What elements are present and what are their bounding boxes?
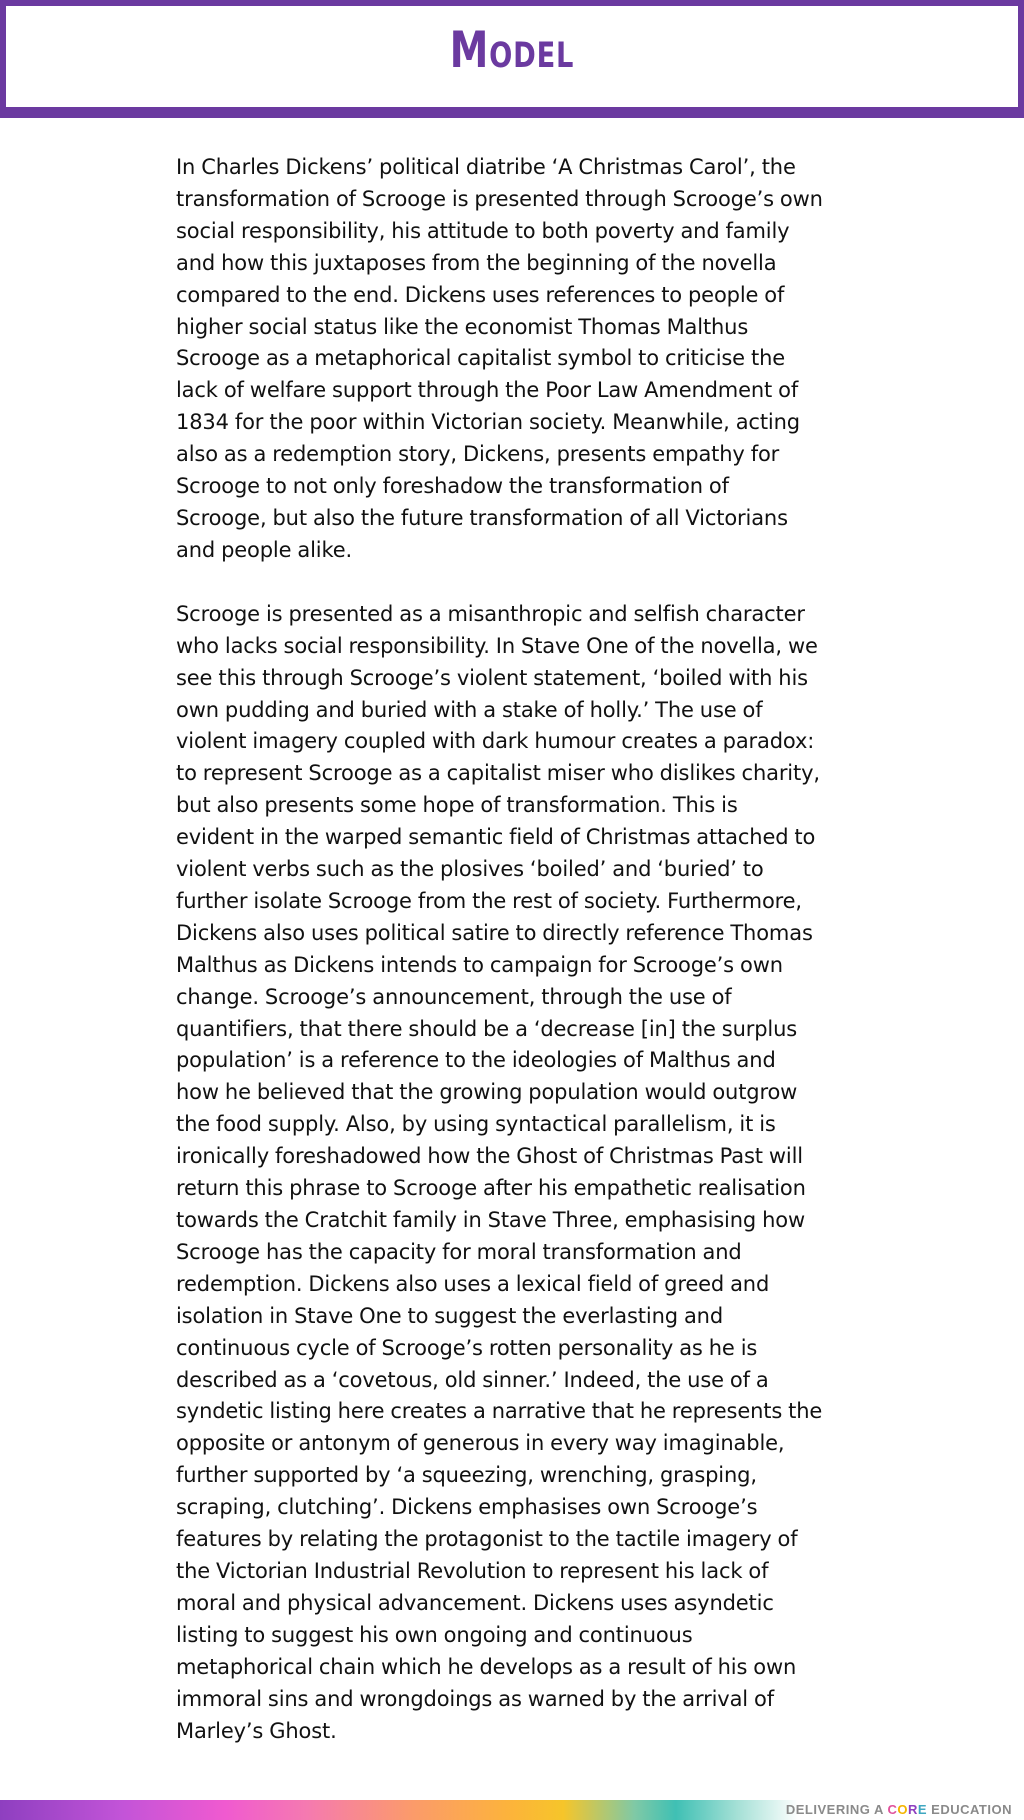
- essay-body: [176, 152, 856, 1779]
- brand-letter-o: O: [897, 1802, 908, 1817]
- brand-prefix: DELIVERING A: [785, 1802, 888, 1817]
- essay-paragraph-analysis: Scrooge is presented as a misanthropic and selfish character who lacks social responsibility. In Stave One of the novella, we see this through Scrooge’s violent statement, ‘boiled with his own pudding and buried with a stake of holly.’ The use of violent imagery coupled with dark humour creates a paradox: to represent Scrooge as a capitalist miser who dislikes charity, but also presents some hope of transformation. This is evident in the warped semantic field of Christmas attached to violent verbs such as the plosives ‘boiled’ and ‘buried’ to further isolate Scrooge from the rest of society. Furthermore, Dickens also uses political satire to directly reference Thomas Malthus as Dickens intends to campaign for Scrooge’s own change. Scrooge’s announcement, through the use of quantifiers, that there should be a ‘decrease [in] the surplus population’ is a reference to the ideologies of Malthus and how he believed that the growing population would outgrow the food supply. Also, by using syntactical parallelism, it is ironically foreshadowed how the Ghost of Christmas Past will return this phrase to Scrooge after his empathetic realisation towards the Cratchit family in Stave Three, emphasising how Scrooge has the capacity for moral transformation and redemption. Dickens also uses a lexical field of greed and isolation in Stave One to suggest the everlasting and continuous cycle of Scrooge’s rotten personality as he is described as a ‘covetous, old sinner.’ Indeed, the use of a syndetic listing here creates a narrative that he represents the opposite or antonym of generous in every way imaginable, further supported by ‘a squeezing, wrenching, grasping, scraping, clutching’. Dickens emphasises own Scrooge’s features by relating the protagonist to the tactile imagery of the Victorian Industrial Revolution to represent his lack of moral and physical advancement. Dickens uses asyndetic listing to suggest his own ongoing and continuous metaphorical chain which he develops as a result of his own immoral sins and wrongdoings as warned by the arrival of Marley’s Ghost.: [176, 601, 823, 1743]
- header-banner: [0, 0, 1024, 118]
- brand-letter-c: C: [887, 1802, 898, 1817]
- brand-suffix: EDUCATION: [927, 1802, 1012, 1817]
- brand-letter-r: R: [908, 1802, 918, 1817]
- page-title: Model: [449, 21, 575, 79]
- essay-paragraph-intro: In Charles Dickens’ political diatribe ‘A Christmas Carol’, the transformation of Scrooge is presented through Scrooge’s own social responsibility, his attitude to both poverty and family and how this juxtaposes from the beginning of the novella compared to the end. Dickens uses references to people of higher social status like the economist Thomas Malthus Scrooge as a metaphorical capitalist symbol to criticise the lack of welfare support through the Poor Law Amendment of 1834 for the poor within Victorian society. Meanwhile, acting also as a redemption story, Dickens, presents empathy for Scrooge to not only foreshadow the transformation of Scrooge, but also the future transformation of all Victorians and people alike.: [176, 155, 823, 562]
- footer-brand-tagline: [786, 1800, 1012, 1820]
- brand-letter-e: E: [917, 1802, 928, 1817]
